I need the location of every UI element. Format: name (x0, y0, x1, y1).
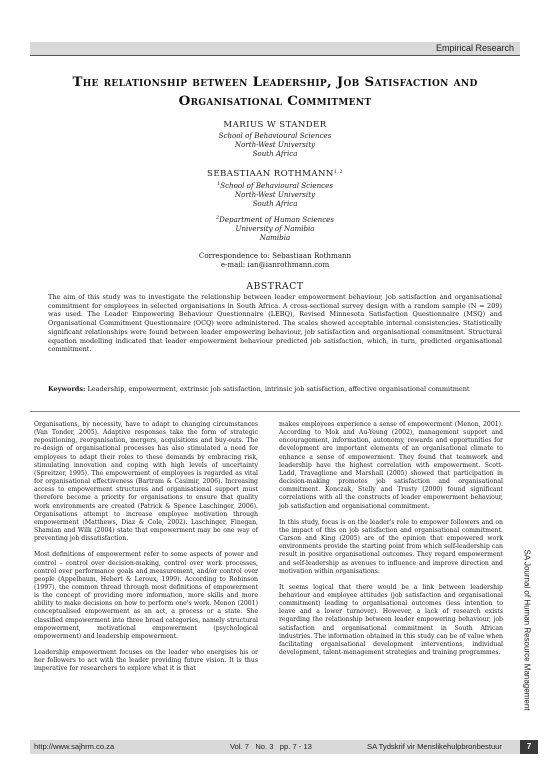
paragraph: In this study, focus is on the leader's role to empower followers and on the impact of this on job satisfaction and organisational commitment. Carson and King (2005) are of the opinion that empowered work environments provide the starting point from which self-leadership can result in positive organisational outcomes. They regard empowerment and self-leadership as avenues to influence and improve direction and motivation within organisations. (279, 518, 503, 575)
paragraph: Organisations, by necessity, have to adapt to changing circumstances (Van Tonder, 2005). Adaptive responses take the form of strategic repositioning, reorganisation, mergers, acquisitions and buy-outs. The re-design of organisational processes has also stimulated a need for employees to adapt their roles to these demands by embracing risk, stimulating innovation and coping with high levels of uncertainty (Spreitzer, 1995). The empowerment of employees is regarded as vital for organisational effectiveness (Bartram & Casimir, 2006). Increasing access to empowerment structures and organisational support must therefore become a priority for organisations to ensure that quality work environments are created (Patrick & Spence Laschinger, 2006). Organisations attempt to increase employee motivation through empowerment (Matthews, Diaz & Cole, 2002). Laschinger, Finegan, Shamian and Wilk (2004) state that empowerment may be one way of preventing job dissatisfaction. (34, 421, 258, 543)
running-header (30, 42, 520, 56)
page-footer (30, 740, 532, 754)
article-title (30, 73, 520, 111)
footer-journal: SA Tydskrif vir Menslikehulpbronbestuur (367, 742, 502, 751)
journal-side-title: SA Journal of Human Resource Management (522, 549, 532, 711)
author-block (30, 120, 520, 269)
page-number: 7 (520, 740, 538, 754)
affiliation-line: North-West University (234, 190, 316, 199)
affiliation-1: $^1$School of Behavioural Sciences (217, 181, 333, 190)
correspondence: Correspondence to: Sebastiaan Rothmann (198, 251, 352, 260)
author-name: MARIUS W STANDER (223, 120, 327, 130)
title-line: Organisational Commitment (178, 93, 372, 109)
title-line: The relationship between Leadership, Job Satisfaction and (72, 74, 478, 90)
body-column-left (34, 421, 258, 674)
paragraph: It seems logical that there would be a link between leadership behaviour and employee attitudes (job satisfaction and organisational commitment) leading to organisational outcomes (less intention to leave and a lower turnover). However, a lack of research exists regarding the relationship between leader empowering behaviour, job satisfaction and organisational commitment in South African industries. The information obtained in this study can be of value when facilitating organisational development interventions, individual development, talent-management strategies and training programmes. (279, 583, 503, 657)
section-label: Empirical Research (435, 43, 514, 53)
keywords-label: Keywords: (48, 385, 86, 393)
paragraph: Leadership empowerment focuses on the leader who energises his or her followers to act with the leader providing future vision. It is thus imperative for researchers to explore what it is that (34, 649, 258, 673)
affiliation-line: University of Namibia (235, 224, 315, 233)
author-affiliation: School of Behavioural Sciences (218, 131, 332, 140)
keywords (48, 385, 502, 394)
correspondence-email: e-mail: ian@ianrothmann.com (220, 260, 330, 269)
paragraph: makes employees experience a sense of empowerment (Menon, 2001). According to Mok and Au-Yeung (2002), management support and encouragement, information, autonomy, rewards and opportunities for development are important elements of an organisational climate to enhance a sense of empowerment. They found that teamwork and leadership have the highest correlation with empowerment. Scott-Ladd, Travaglione and Marshall (2005) showed that participation in decision-making promotes job satisfaction and organisational commitment. Konczak, Stelly and Trusty (2000) found significant correlations with all the constructs of leader empowerment behaviour, job satisfaction and organisational commitment. (279, 421, 503, 510)
abstract-heading: ABSTRACT (246, 281, 304, 292)
author-affiliation: South Africa (252, 149, 298, 158)
keywords-text: Leadership, empowerment, extrinsic job satisfaction, intrinsic job satisfaction, affective organisational commitment (87, 385, 470, 393)
divider (30, 411, 520, 412)
author-affiliation: North-West University (234, 140, 316, 149)
footer-volume: Vol. 7 No. 3 pp. 7 - 13 (230, 742, 312, 751)
author-name: SEBASTIAAN ROTHMANN$^{1,2}$ (207, 169, 343, 179)
affiliation-line: Namibia (259, 233, 291, 242)
affiliation-2: $^2$Department of Human Sciences (215, 215, 335, 224)
footer-url: http://www.sajhrm.co.za (34, 742, 115, 751)
affiliation-line: South Africa (252, 199, 298, 208)
paragraph: Most definitions of empowerment refer to some aspects of power and control – control over decision-making, control over work processes, control over performance goals and measurement, and/or control over people (Appelbaum, Hebert & Leroux, 1999). According to Robinson (1997), the common thread through most definitions of empowerment is the concept of providing more information, more skills and more ability to make decisions on how to perform one's work. Menon (2001) conceptualised empowerment as an act, a process or a state. She classified empowerment into three broad categories, namely structural empowerment, motivational empowerment (psychological empowerment) and leadership empowerment. (34, 551, 258, 640)
author-superscript: 1,2 (333, 169, 343, 175)
abstract-text: The aim of this study was to investigate the relationship between leader empowerment behaviour, job satisfaction and organisational commitment for employees in selected organisations in South Africa. A cross-sectional survey design with a random sample (N = 209) was used. The Leader Empowering Behaviour Questionnaire (LEBQ), Revised Minnesota Satisfaction Questionnaire (MSQ) and Organisational Commitment Questionnaire (OCQ) were administered. The scales showed acceptable internal consistencies. Statistically significant relationships were found between leader empowering behaviour, job satisfaction and organisational commitment. Structural equation modelling indicated that leader empowerment behaviour predicted job satisfaction, which, in turn, predicted organisational commitment. (48, 293, 502, 354)
body-column-right (279, 421, 503, 657)
